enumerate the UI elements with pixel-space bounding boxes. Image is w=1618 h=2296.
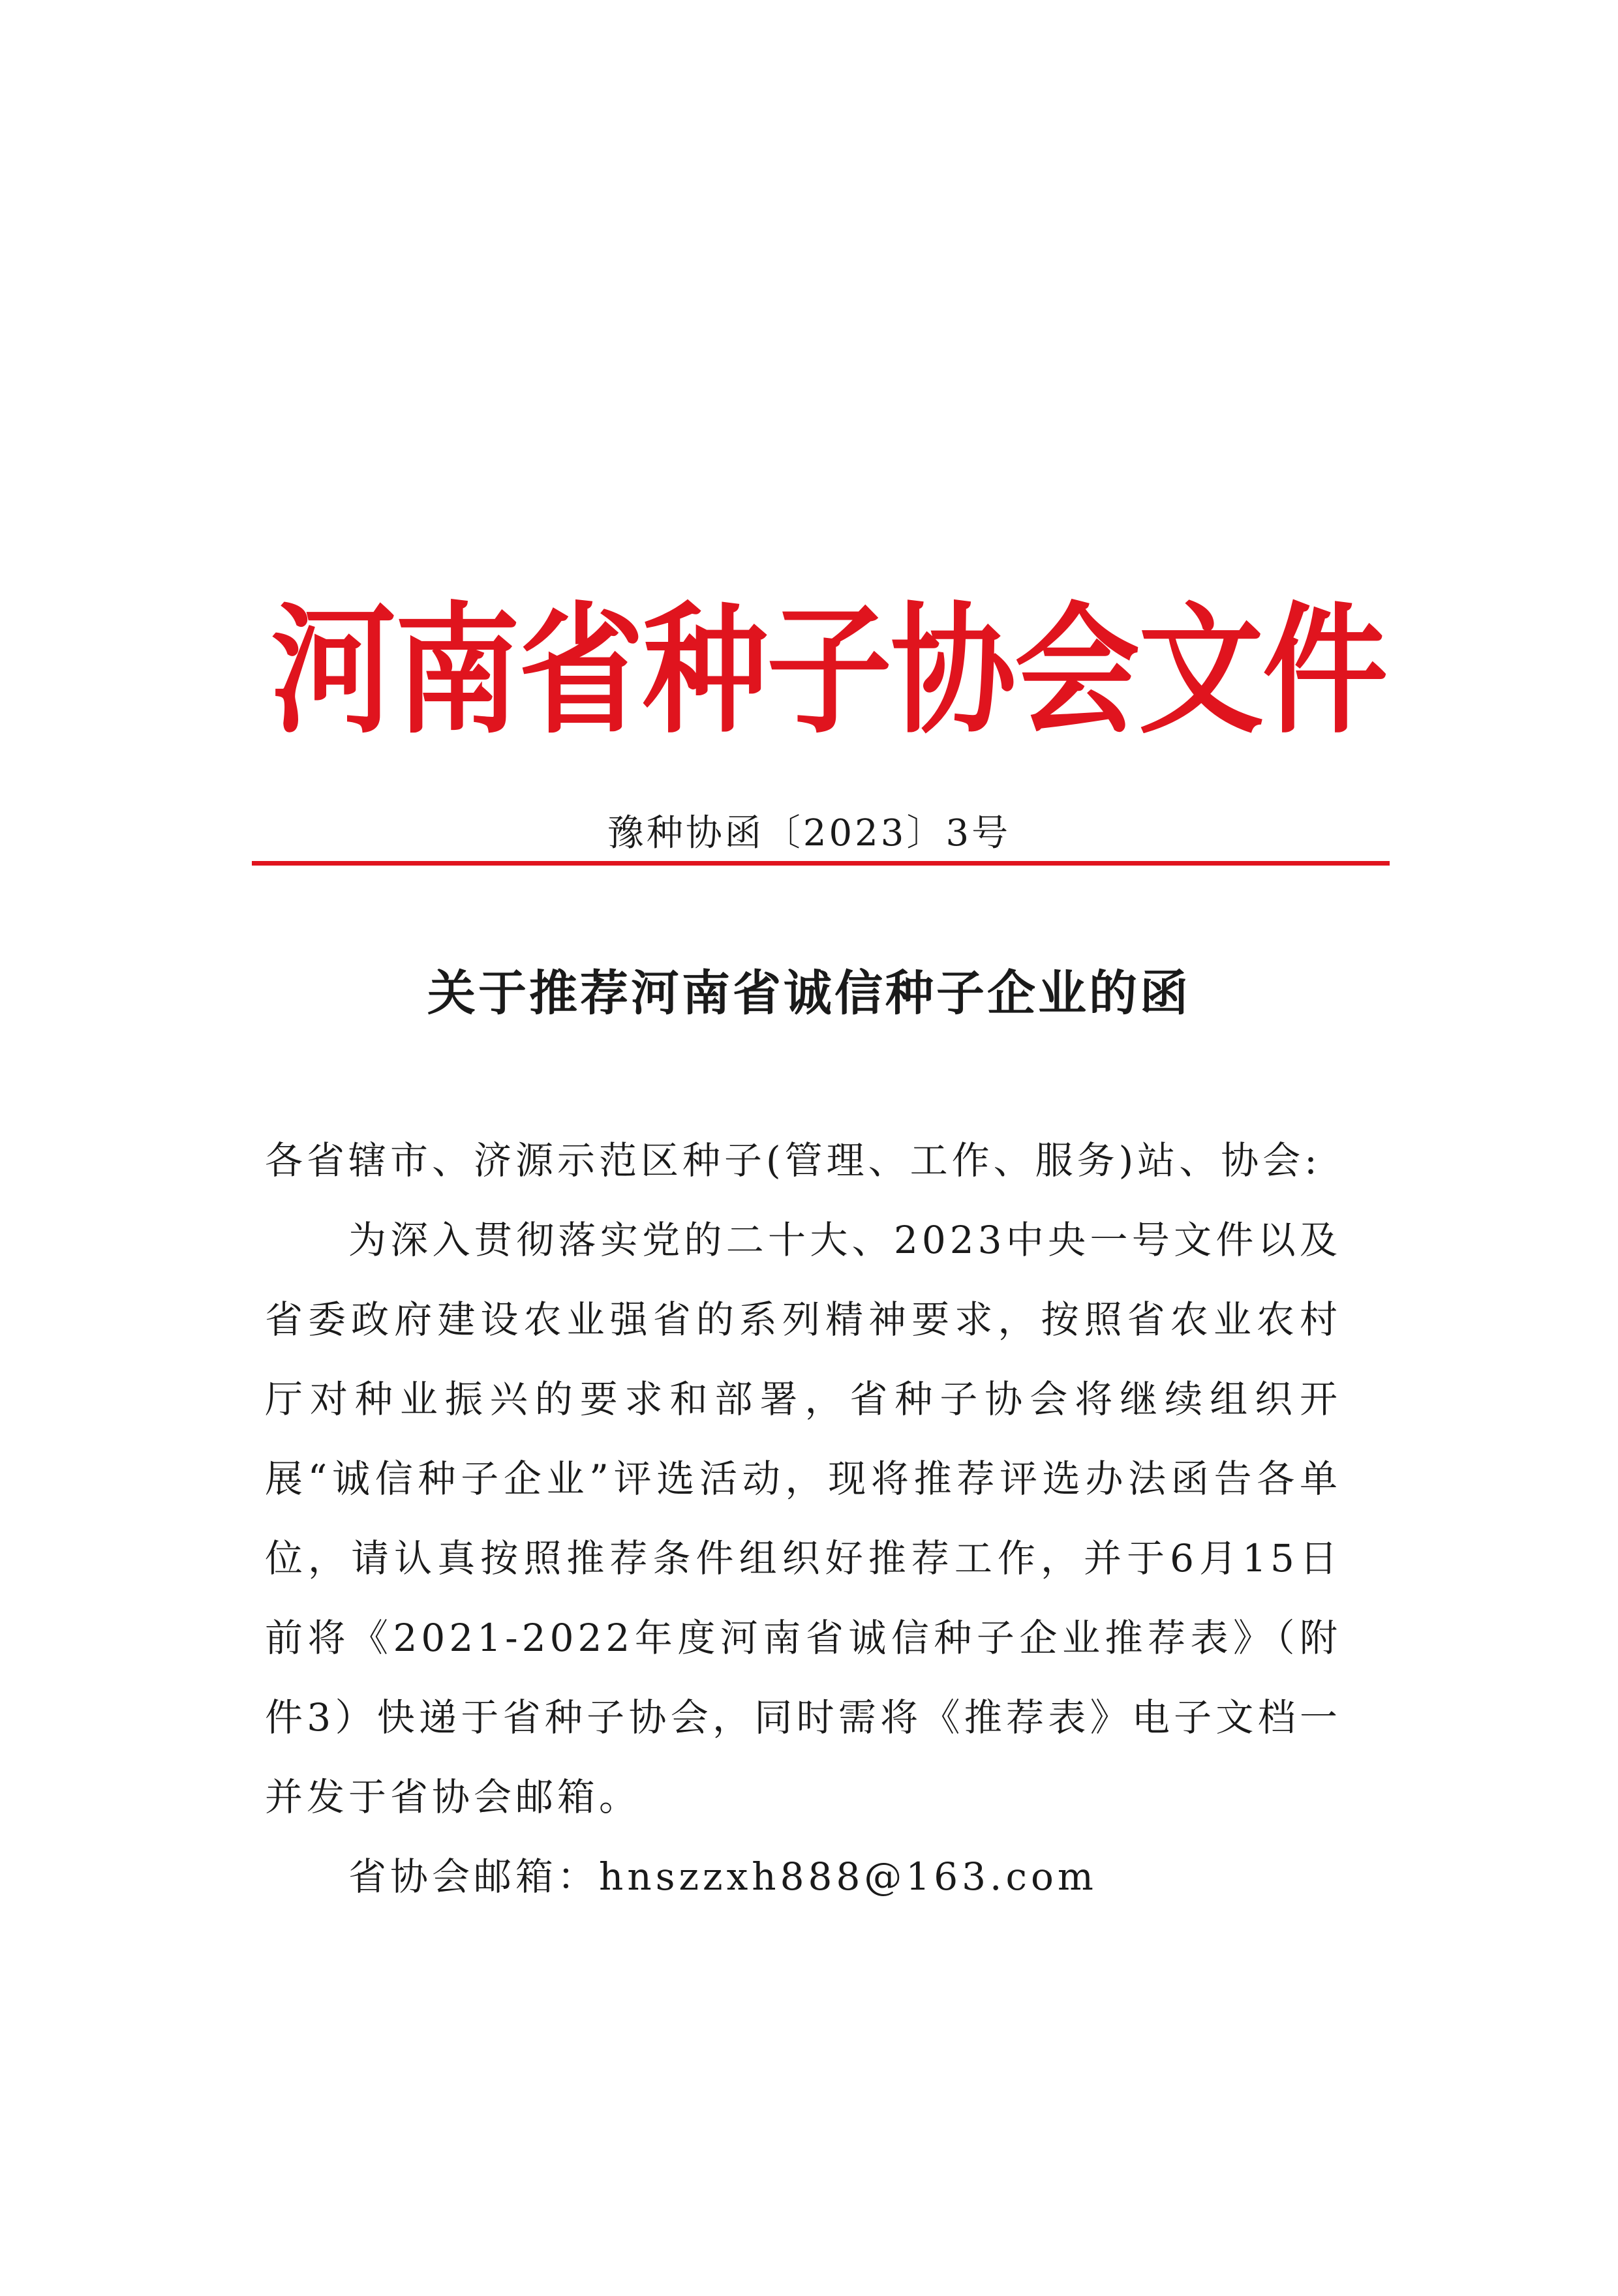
email-line: 省协会邮箱：hnszzxh888@163.com	[348, 1854, 1097, 1899]
red-divider	[252, 861, 1390, 866]
doc-title: 关于推荐河南省诚信种子企业的函	[427, 965, 1191, 1021]
org-header: 河南省种子协会文件	[271, 590, 1386, 753]
salutation: 各省辖市、济源示范区种子(管理、工作、服务)站、协会:	[265, 1138, 1321, 1183]
doc-number: 豫种协函〔2023〕3号	[607, 812, 1011, 854]
body-text	[265, 1121, 1341, 1916]
body-paragraph: 为深入贯彻落实党的二十大、2023中央一号文件以及省委政府建设农业强省的系列精神要求，按照省农业农村厅对种业振兴的要求和部署，省种子协会将继续组织开展“诚信种子企业”评选活动，现将推荐评选办法函告各单位，请认真按照推荐条件组织好推荐工作，并于6月15日前将《2021-2022年度河南省诚信种子企业推荐表》（附件3）快递于省种子协会，同时需将《推荐表》电子文档一并发于省协会邮箱。	[265, 1218, 1341, 1819]
